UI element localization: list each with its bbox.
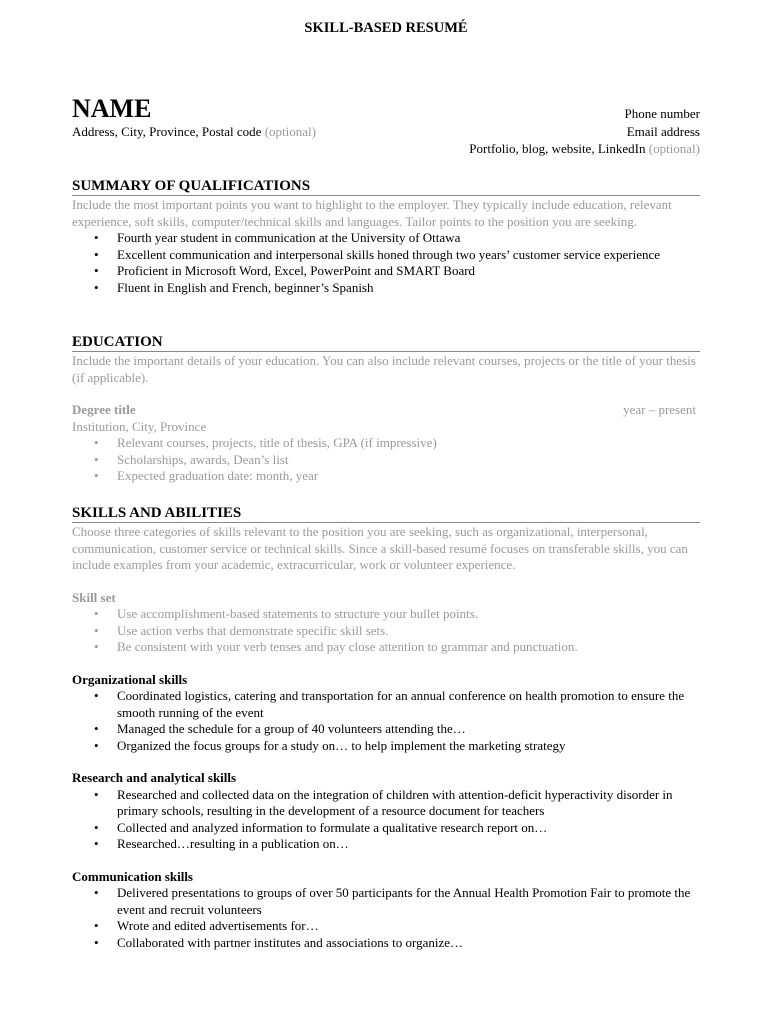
list-item: • Delivered presentations to groups of over 50 participants for the Annual Health Promotion Fair to promote the event and recruit volunteers	[72, 885, 700, 918]
list-item: • Use accomplishment-based statements to structure your bullet points.	[72, 606, 700, 623]
organizational-skills-title: Organizational skills	[72, 671, 188, 687]
degree-dates: year – present	[623, 402, 696, 417]
education-list	[72, 435, 700, 485]
skill-set-list	[72, 606, 700, 656]
list-item: • Organized the focus groups for a study on… to help implement the marketing strategy	[72, 738, 700, 755]
skills-section	[72, 524, 700, 951]
list-item: • Be consistent with your verb tenses and pay close attention to grammar and punctuation.	[72, 639, 700, 656]
list-item: • Expected graduation date: month, year	[72, 468, 700, 485]
summary-instructions: Include the most important points you want to highlight to the employer. They typically include education, relevant experience, soft skills, computer/technical skills and languages. Tailor points to the position you are seeking.	[72, 197, 672, 229]
phone-number: Phone number	[624, 106, 700, 121]
skills-heading: SKILLS AND ABILITIES	[72, 504, 700, 523]
degree-title: Degree title	[72, 402, 136, 417]
degree-row	[72, 402, 700, 419]
skills-instructions: Choose three categories of skills relevant to the position you are seeking, such as organizational, interpersonal, communication, customer service or technical skills. Since a skill-based resumé focuses on transferable skills, you can include examples from your academic, extracurricular, work or volunteer experience.	[72, 524, 688, 572]
list-item: • Fluent in English and French, beginner’s Spanish	[72, 280, 700, 297]
list-item: • Collaborated with partner institutes and associations to organize…	[72, 935, 700, 952]
list-item: • Collected and analyzed information to formulate a qualitative research report on…	[72, 820, 700, 837]
communication-skills-title: Communication skills	[72, 868, 193, 884]
education-instructions: Include the important details of your education. You can also include relevant courses, projects or the title of your thesis (if applicable).	[72, 353, 696, 385]
summary-list	[72, 230, 700, 296]
list-item: • Scholarships, awards, Dean’s list	[72, 452, 700, 469]
skill-set-label: Skill set	[72, 589, 116, 605]
list-item: • Managed the schedule for a group of 40 volunteers attending the…	[72, 721, 700, 738]
list-item: • Use action verbs that demonstrate specific skill sets.	[72, 623, 700, 640]
list-item: • Excellent communication and interpersonal skills honed through two years’ customer service experience	[72, 247, 700, 264]
institution: Institution, City, Province	[72, 418, 207, 434]
links-text: Portfolio, blog, website, LinkedIn	[469, 141, 646, 156]
summary-heading: SUMMARY OF QUALIFICATIONS	[72, 177, 700, 196]
links-line	[469, 141, 700, 157]
address-line	[72, 124, 316, 140]
list-item: • Researched and collected data on the integration of children with attention-deficit hyperactivity disorder in primary schools, resulting in the development of a resource document for teachers	[72, 787, 700, 820]
organizational-skills-list	[72, 688, 700, 754]
list-item: • Fourth year student in communication at the University of Ottawa	[72, 230, 700, 247]
education-section	[72, 353, 700, 485]
research-skills-title: Research and analytical skills	[72, 770, 237, 785]
research-skills-list	[72, 787, 700, 853]
address-text: Address, City, Province, Postal code	[72, 124, 262, 139]
list-item: • Coordinated logistics, catering and transportation for an annual conference on health promotion to ensure the smooth running of the event	[72, 688, 700, 721]
list-item: • Researched…resulting in a publication on…	[72, 836, 700, 853]
list-item: • Proficient in Microsoft Word, Excel, PowerPoint and SMART Board	[72, 263, 700, 280]
address-optional: (optional)	[264, 124, 316, 139]
document-title: SKILL-BASED RESUMÉ	[304, 20, 468, 36]
list-item: • Wrote and edited advertisements for…	[72, 918, 700, 935]
education-heading: EDUCATION	[72, 333, 700, 352]
list-item: • Relevant courses, projects, title of thesis, GPA (if impressive)	[72, 435, 700, 452]
candidate-name: NAME	[72, 94, 152, 123]
links-optional: (optional)	[648, 141, 700, 156]
summary-section	[72, 197, 700, 296]
email-address: Email address	[626, 124, 700, 139]
communication-skills-list	[72, 885, 700, 951]
